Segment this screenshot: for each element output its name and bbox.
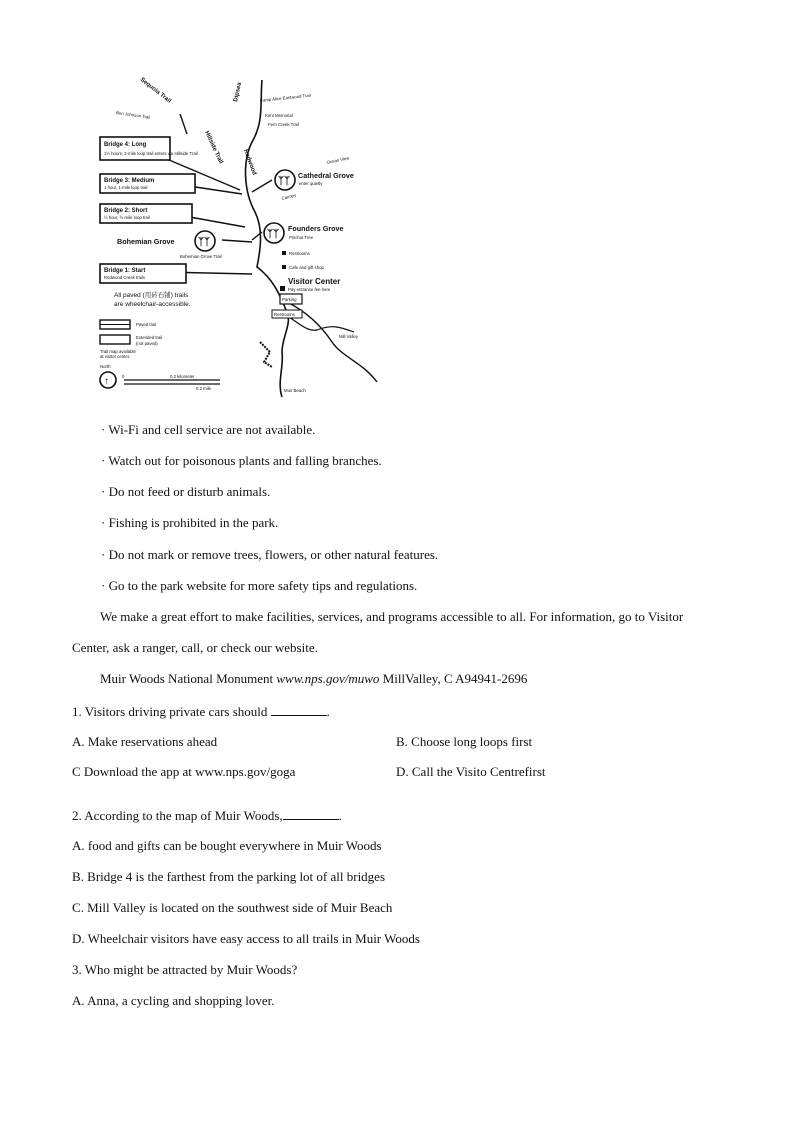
svg-text:Redwood Creek trails: Redwood Creek trails bbox=[104, 275, 146, 280]
svg-text:↑: ↑ bbox=[104, 376, 109, 387]
kent-memorial-label: Kent Memorial bbox=[265, 113, 293, 118]
svg-text:Founders Grove: Founders Grove bbox=[288, 224, 344, 233]
question-3-option-a: A. Anna, a cycling and shopping lover. bbox=[72, 993, 275, 1008]
svg-text:ᛉᛉ: ᛉᛉ bbox=[278, 176, 290, 187]
svg-text:(not paved): (not paved) bbox=[136, 341, 158, 346]
bohemian-grove-trail-label: Bohemian Grove Trail bbox=[180, 254, 222, 259]
pay-station-label: Pay entrance fee here bbox=[288, 287, 331, 292]
svg-text:at visitor center.: at visitor center. bbox=[100, 354, 131, 359]
paved-note-line2: are wheelchair-accessible. bbox=[114, 301, 191, 308]
svg-text:1 hour, 1-mile loop trail: 1 hour, 1-mile loop trail bbox=[104, 185, 148, 190]
bohemian-grove bbox=[117, 231, 215, 251]
canopy-trail-label: Canopy bbox=[280, 192, 297, 201]
svg-text:ᛉᛉ: ᛉᛉ bbox=[198, 237, 210, 248]
svg-text:0.2 mile: 0.2 mile bbox=[196, 386, 212, 391]
answer-blank bbox=[283, 807, 339, 820]
bridge-1-box bbox=[100, 264, 186, 283]
svg-text:Bridge 2: Short: Bridge 2: Short bbox=[104, 208, 148, 214]
rule-item: · Watch out for poisonous plants and falling branches. bbox=[101, 453, 382, 468]
question-2-option-d: D. Wheelchair visitors have easy access to all trails in Muir Woods bbox=[72, 931, 420, 946]
svg-text:enter quietly: enter quietly bbox=[299, 181, 323, 186]
restrooms-label: Restrooms bbox=[289, 251, 310, 256]
dipsea-trail-label: Dipsea bbox=[233, 81, 244, 103]
bridge-3-box bbox=[100, 174, 195, 193]
question-1-option-d: D. Call the Visito Centrefirst bbox=[396, 764, 546, 779]
question-3-stem: 3. Who might be attracted by Muir Woods? bbox=[72, 962, 298, 977]
founders-grove bbox=[264, 223, 344, 243]
svg-text:Pinchot Tree: Pinchot Tree bbox=[289, 235, 314, 240]
svg-text:Restrooms: Restrooms bbox=[274, 312, 295, 317]
question-2-option-b: B. Bridge 4 is the farthest from the parking lot of all bridges bbox=[72, 869, 386, 884]
fern-creek-trail-label: Fern Creek Trail bbox=[268, 122, 299, 127]
visitor-center-label: Visitor Center bbox=[288, 277, 341, 286]
question-1-option-a: A. Make reservations ahead bbox=[72, 734, 218, 749]
bridge-4-box bbox=[100, 137, 198, 160]
svg-text:Bridge 4: Long: Bridge 4: Long bbox=[104, 142, 147, 148]
svg-text:0.2 kilometer: 0.2 kilometer bbox=[170, 374, 195, 379]
accessibility-paragraph-line1: We make a great effort to make facilities, services, and programs accessible to all. For information, go to Visitor bbox=[100, 609, 684, 624]
rule-item: · Wi-Fi and cell service are not available. bbox=[101, 422, 316, 437]
camp-alice-trail-label: Camp Alice Eastwood Trail bbox=[259, 92, 311, 103]
question-1-stem: 1. Visitors driving private cars should . bbox=[72, 704, 330, 719]
rule-item: · Go to the park website for more safety tips and regulations. bbox=[101, 578, 418, 593]
ben-johnson-trail-label: Ben Johnson Trail bbox=[115, 110, 151, 120]
svg-text:Cathedral Grove: Cathedral Grove bbox=[298, 171, 354, 180]
answer-blank bbox=[271, 703, 327, 716]
park-address bbox=[100, 671, 527, 687]
question-2-option-c: C. Mill Valley is located on the southwest side of Muir Beach bbox=[72, 900, 393, 915]
muir-beach-label: Muir Beach bbox=[284, 388, 306, 393]
rule-item: · Do not mark or remove trees, flowers, or other natural features. bbox=[101, 547, 439, 562]
paved-note-line1: All paved (用砖石铺) trails bbox=[114, 292, 189, 299]
question-2-stem: 2. According to the map of Muir Woods, . bbox=[72, 808, 342, 823]
muir-woods-trail-map bbox=[92, 62, 392, 407]
rule-item: · Do not feed or disturb animals. bbox=[101, 484, 271, 499]
rule-item: · Fishing is prohibited in the park. bbox=[101, 515, 279, 530]
parking-label: Parking bbox=[282, 297, 297, 302]
svg-text:1½ hours, 2-mile loop trail en: 1½ hours, 2-mile loop trail enters via Hillside Trail bbox=[104, 151, 198, 156]
mill-valley-label: Mill Valley bbox=[339, 334, 359, 339]
svg-text:Paved trail: Paved trail bbox=[136, 322, 157, 327]
accessibility-paragraph-line2: Center, ask a ranger, call, or check our website. bbox=[72, 640, 318, 655]
park-city-zip: MillValley, C A94941-2696 bbox=[382, 671, 528, 686]
svg-text:0: 0 bbox=[122, 374, 125, 379]
svg-text:½ hour, ½-mile loop trail: ½ hour, ½-mile loop trail bbox=[104, 215, 150, 220]
hillside-trail-label: Hillside Trail bbox=[203, 130, 224, 165]
redwood-trail-label: Redwood bbox=[242, 148, 257, 177]
sequoia-trail-label: Sequoia Trail bbox=[138, 76, 172, 105]
svg-text:Trail map available: Trail map available bbox=[100, 349, 136, 354]
svg-text:Bohemian Grove: Bohemian Grove bbox=[117, 237, 175, 246]
svg-text:ᛉᛉ: ᛉᛉ bbox=[267, 229, 279, 240]
svg-text:Extended trail: Extended trail bbox=[136, 335, 163, 340]
bridge-2-box bbox=[100, 204, 192, 223]
svg-text:North: North bbox=[100, 364, 111, 369]
question-2-option-a: A. food and gifts can be bought everywhere in Muir Woods bbox=[72, 838, 382, 853]
cafe-gift-shop-label: Cafe and gift shop bbox=[289, 265, 324, 270]
svg-text:Bridge 1: Start: Bridge 1: Start bbox=[104, 268, 146, 274]
cathedral-grove bbox=[275, 170, 354, 190]
park-name: Muir Woods National Monument bbox=[100, 671, 274, 686]
question-1-option-c: C Download the app at www.nps.gov/goga bbox=[72, 764, 296, 779]
ocean-view-trail-label: Ocean View bbox=[326, 155, 350, 165]
park-url: www.nps.gov/muwo bbox=[276, 671, 380, 686]
question-1-option-b: B. Choose long loops first bbox=[396, 734, 533, 749]
map-legend bbox=[100, 320, 220, 391]
svg-text:Bridge 3: Medium: Bridge 3: Medium bbox=[104, 178, 155, 184]
